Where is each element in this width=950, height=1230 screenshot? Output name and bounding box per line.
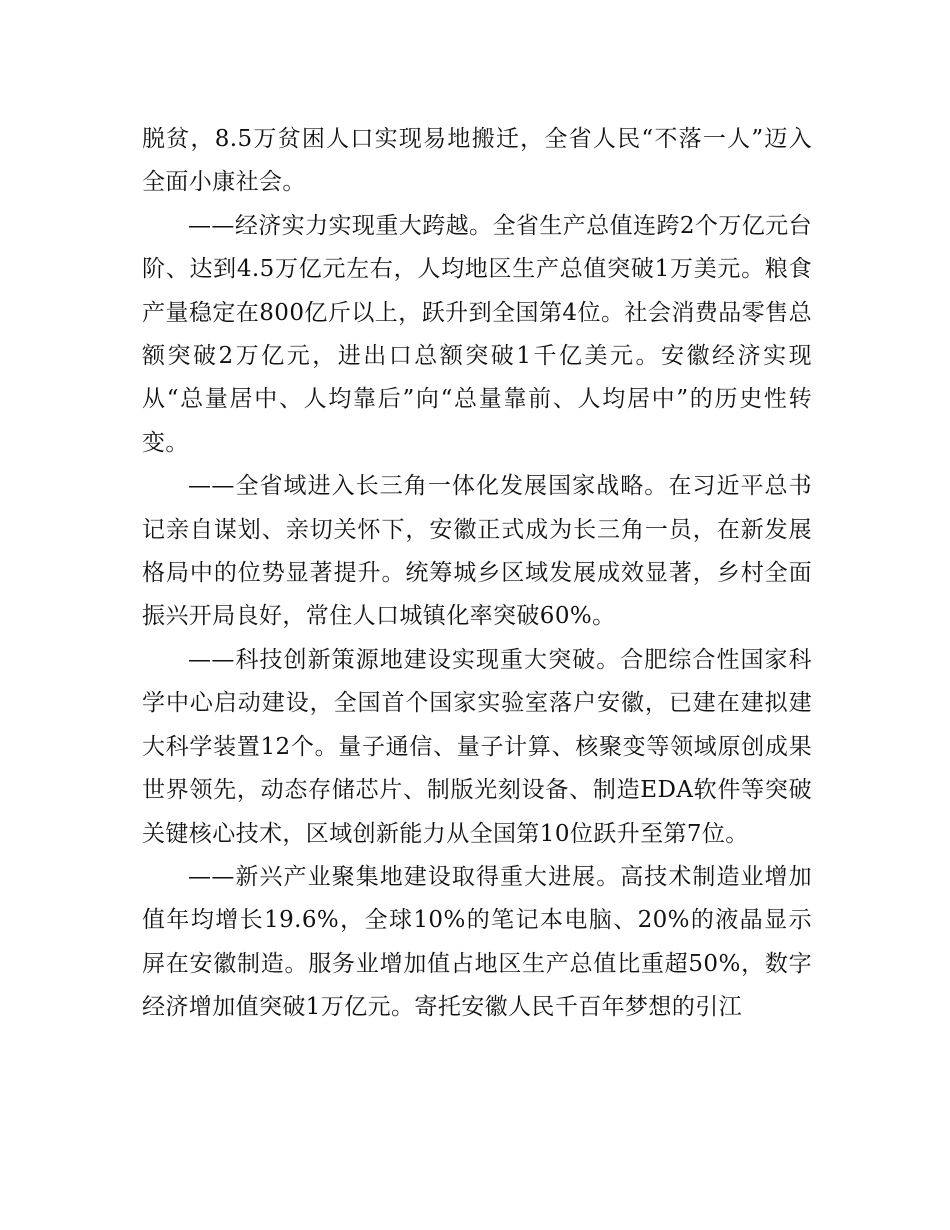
paragraph-4: ——科技创新策源地建设实现重大突破。合肥综合性国家科学中心启动建设，全国首个国家实验室落户安徽，已建在建拟建大科学装置12个。量子通信、量子计算、核聚变等领域原创成果世界领先，动态存储芯片、制版光刻设备、制造EDA软件等突破关键核心技术，区域创新能力从全国第10位跃升至第7位。: [142, 646, 812, 847]
paragraph-1: 脱贫，8.5万贫困人口实现易地搬迁，全省人民“不落一人”迈入全面小康社会。: [142, 126, 812, 196]
body-text: [142, 118, 812, 1030]
paragraph-3: ——全省域进入长三角一体化发展国家战略。在习近平总书记亲自谋划、亲切关怀下，安徽正式成为长三角一员，在新发展格局中的位势显著提升。统筹城乡区域发展成效显著，乡村全面振兴开局良好，常住人口城镇化率突破60%。: [142, 473, 812, 630]
paragraph-2: ——经济实力实现重大跨越。全省生产总值连跨2个万亿元台阶、达到4.5万亿元左右，人均地区生产总值突破1万美元。粮食产量稳定在800亿斤以上，跃升到全国第4位。社会消费品零售总额突破2万亿元，进出口总额突破1千亿美元。安徽经济实现从“总量居中、人均靠后”向“总量靠前、人均居中”的历史性转变。: [142, 212, 812, 456]
paragraph-5: ——新兴产业聚集地建设取得重大进展。高技术制造业增加值年均增长19.6%，全球10%的笔记本电脑、20%的液晶显示屏在安徽制造。服务业增加值占地区生产总值比重超50%，数字经济增加值突破1万亿元。寄托安徽人民千百年梦想的引江: [142, 863, 812, 1021]
